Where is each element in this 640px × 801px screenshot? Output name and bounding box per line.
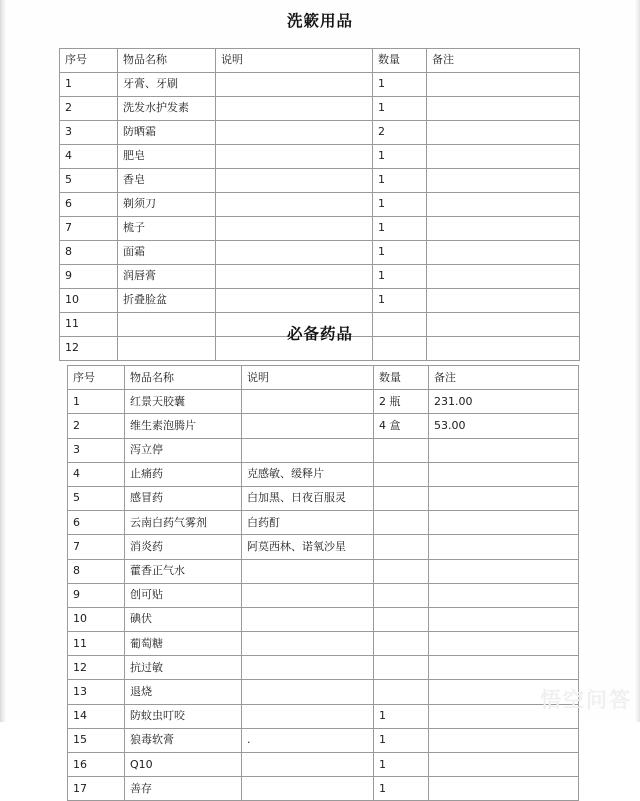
column-header-name: 物品名称 xyxy=(125,366,242,390)
medicine-table-body xyxy=(68,390,579,801)
cell-qty xyxy=(374,486,429,510)
cell-desc xyxy=(216,193,373,217)
medicine-table-head xyxy=(68,366,579,390)
cell-qty: 1 xyxy=(373,73,427,97)
cell-qty: 1 xyxy=(373,241,427,265)
cell-name: 葡萄糖 xyxy=(125,632,242,656)
table-row xyxy=(60,169,580,193)
cell-no: 4 xyxy=(60,145,118,169)
cell-qty xyxy=(374,462,429,486)
table-row xyxy=(68,535,579,559)
medicine-table xyxy=(67,365,579,801)
cell-desc xyxy=(216,217,373,241)
cell-qty: 1 xyxy=(373,289,427,313)
cell-qty: 2 xyxy=(373,121,427,145)
cell-qty xyxy=(374,535,429,559)
cell-no: 1 xyxy=(60,73,118,97)
table-row xyxy=(68,777,579,801)
cell-no: 9 xyxy=(60,265,118,289)
cell-remark xyxy=(429,607,579,631)
toiletries-table-head xyxy=(60,49,580,73)
cell-qty xyxy=(374,632,429,656)
cell-remark xyxy=(427,169,580,193)
cell-desc: 白加黑、日夜百服灵 xyxy=(242,486,374,510)
column-header-remark: 备注 xyxy=(429,366,579,390)
cell-desc xyxy=(242,680,374,704)
cell-qty xyxy=(374,583,429,607)
section-title-medicine: 必备药品 xyxy=(286,325,353,343)
cell-desc xyxy=(216,97,373,121)
cell-no: 12 xyxy=(68,656,125,680)
table-row xyxy=(68,632,579,656)
cell-qty xyxy=(374,680,429,704)
cell-qty: 1 xyxy=(373,265,427,289)
table-row xyxy=(60,265,580,289)
cell-no: 6 xyxy=(60,193,118,217)
cell-remark xyxy=(427,289,580,313)
cell-name: 善存 xyxy=(125,777,242,801)
column-header-no: 序号 xyxy=(60,49,118,73)
table-row xyxy=(68,753,579,777)
cell-no: 1 xyxy=(68,390,125,414)
cell-desc xyxy=(216,241,373,265)
cell-desc xyxy=(242,390,374,414)
cell-name: Q10 xyxy=(125,753,242,777)
cell-no: 12 xyxy=(60,337,118,361)
cell-remark xyxy=(429,583,579,607)
cell-remark xyxy=(429,656,579,680)
cell-qty: 1 xyxy=(374,728,429,752)
table-row xyxy=(68,486,579,510)
cell-name: 退烧 xyxy=(125,680,242,704)
table-row xyxy=(68,656,579,680)
cell-desc xyxy=(242,632,374,656)
cell-qty xyxy=(374,607,429,631)
table-header-row xyxy=(68,366,579,390)
cell-no: 11 xyxy=(60,313,118,337)
cell-no: 6 xyxy=(68,511,125,535)
cell-qty: 1 xyxy=(373,97,427,121)
table-row xyxy=(68,559,579,583)
cell-qty xyxy=(374,656,429,680)
cell-name: 香皂 xyxy=(118,169,216,193)
cell-name: 泻立停 xyxy=(125,438,242,462)
column-header-qty: 数量 xyxy=(373,49,427,73)
cell-no: 17 xyxy=(68,777,125,801)
cell-name: 云南白药气雾剂 xyxy=(125,511,242,535)
table-row xyxy=(60,241,580,265)
table-row xyxy=(60,97,580,121)
cell-remark xyxy=(429,777,579,801)
cell-no: 13 xyxy=(68,680,125,704)
cell-desc: 白药酊 xyxy=(242,511,374,535)
table-row xyxy=(60,145,580,169)
column-header-qty: 数量 xyxy=(374,366,429,390)
cell-name: 藿香正气水 xyxy=(125,559,242,583)
table-row xyxy=(68,438,579,462)
section-title-toiletries: 洗簌用品 xyxy=(286,12,353,30)
table-row xyxy=(68,728,579,752)
cell-desc xyxy=(242,559,374,583)
cell-desc: . xyxy=(242,728,374,752)
cell-name: 防蚊虫叮咬 xyxy=(125,704,242,728)
cell-qty: 1 xyxy=(373,193,427,217)
cell-desc xyxy=(216,121,373,145)
cell-desc xyxy=(242,704,374,728)
cell-remark xyxy=(429,680,579,704)
cell-no: 5 xyxy=(68,486,125,510)
page-edge-right-shadow xyxy=(635,0,640,722)
table-row xyxy=(68,390,579,414)
cell-name: 润唇膏 xyxy=(118,265,216,289)
cell-name: 抗过敏 xyxy=(125,656,242,680)
cell-desc xyxy=(216,169,373,193)
cell-qty: 2 瓶 xyxy=(374,390,429,414)
cell-qty xyxy=(374,438,429,462)
table-row xyxy=(60,193,580,217)
cell-qty: 1 xyxy=(374,777,429,801)
cell-name: 碘伏 xyxy=(125,607,242,631)
toiletries-table-body xyxy=(60,73,580,361)
cell-name: 肥皂 xyxy=(118,145,216,169)
cell-no: 5 xyxy=(60,169,118,193)
watermark: 悟空问答 xyxy=(540,688,632,712)
table-row xyxy=(60,121,580,145)
cell-name: 梳子 xyxy=(118,217,216,241)
cell-remark xyxy=(427,145,580,169)
table-header-row xyxy=(60,49,580,73)
cell-desc xyxy=(242,583,374,607)
cell-remark xyxy=(429,486,579,510)
cell-no: 4 xyxy=(68,462,125,486)
cell-no: 2 xyxy=(60,97,118,121)
cell-no: 2 xyxy=(68,414,125,438)
cell-no: 10 xyxy=(60,289,118,313)
column-header-desc: 说明 xyxy=(216,49,373,73)
table-row xyxy=(60,217,580,241)
cell-remark: 53.00 xyxy=(429,414,579,438)
cell-no: 8 xyxy=(60,241,118,265)
cell-remark xyxy=(427,241,580,265)
cell-qty xyxy=(374,559,429,583)
table-row xyxy=(60,289,580,313)
cell-no: 8 xyxy=(68,559,125,583)
cell-name: 洗发水护发素 xyxy=(118,97,216,121)
table-row xyxy=(60,73,580,97)
cell-remark xyxy=(427,193,580,217)
cell-qty: 1 xyxy=(374,704,429,728)
cell-name: 面霜 xyxy=(118,241,216,265)
cell-remark: 231.00 xyxy=(429,390,579,414)
cell-desc xyxy=(216,265,373,289)
cell-name: 防晒霜 xyxy=(118,121,216,145)
page-edge-left-shadow xyxy=(0,0,6,722)
table-row xyxy=(68,607,579,631)
cell-name: 狼毒软膏 xyxy=(125,728,242,752)
cell-no: 7 xyxy=(68,535,125,559)
cell-remark xyxy=(427,121,580,145)
cell-desc: 克感敏、缓释片 xyxy=(242,462,374,486)
cell-desc xyxy=(242,414,374,438)
cell-remark xyxy=(427,265,580,289)
cell-no: 9 xyxy=(68,583,125,607)
cell-no: 3 xyxy=(68,438,125,462)
cell-remark xyxy=(429,753,579,777)
column-header-desc: 说明 xyxy=(242,366,374,390)
cell-remark xyxy=(429,535,579,559)
cell-desc xyxy=(242,438,374,462)
cell-name: 止痛药 xyxy=(125,462,242,486)
cell-no: 15 xyxy=(68,728,125,752)
cell-qty xyxy=(374,511,429,535)
cell-name: 红景天胶囊 xyxy=(125,390,242,414)
cell-name: 牙膏、牙刷 xyxy=(118,73,216,97)
cell-desc xyxy=(216,289,373,313)
cell-remark xyxy=(427,97,580,121)
column-header-no: 序号 xyxy=(68,366,125,390)
table-row xyxy=(68,414,579,438)
cell-qty: 1 xyxy=(373,169,427,193)
cell-qty: 1 xyxy=(374,753,429,777)
cell-desc xyxy=(242,777,374,801)
cell-qty: 1 xyxy=(373,145,427,169)
column-header-name: 物品名称 xyxy=(118,49,216,73)
cell-name: 感冒药 xyxy=(125,486,242,510)
cell-no: 11 xyxy=(68,632,125,656)
cell-no: 3 xyxy=(60,121,118,145)
cell-desc xyxy=(242,753,374,777)
cell-remark xyxy=(429,728,579,752)
cell-desc: 阿莫西林、诺氧沙星 xyxy=(242,535,374,559)
cell-name: 创可贴 xyxy=(125,583,242,607)
cell-remark xyxy=(429,462,579,486)
cell-remark xyxy=(429,559,579,583)
cell-remark xyxy=(429,511,579,535)
cell-remark xyxy=(429,704,579,728)
cell-desc xyxy=(216,73,373,97)
cell-desc xyxy=(216,145,373,169)
cell-no: 14 xyxy=(68,704,125,728)
cell-desc xyxy=(242,656,374,680)
cell-name: 消炎药 xyxy=(125,535,242,559)
table-row xyxy=(68,680,579,704)
table-row xyxy=(68,583,579,607)
cell-qty: 1 xyxy=(373,217,427,241)
cell-remark xyxy=(429,438,579,462)
table-row xyxy=(68,462,579,486)
cell-no: 7 xyxy=(60,217,118,241)
toiletries-table xyxy=(59,48,580,361)
cell-name: 剃须刀 xyxy=(118,193,216,217)
cell-name: 折叠脸盆 xyxy=(118,289,216,313)
cell-desc xyxy=(242,607,374,631)
table-row xyxy=(68,704,579,728)
cell-no: 10 xyxy=(68,607,125,631)
cell-no: 16 xyxy=(68,753,125,777)
table-row xyxy=(68,511,579,535)
cell-qty: 4 盒 xyxy=(374,414,429,438)
cell-name: 维生素泡腾片 xyxy=(125,414,242,438)
cell-remark xyxy=(427,217,580,241)
cell-remark xyxy=(427,73,580,97)
cell-remark xyxy=(429,632,579,656)
column-header-remark: 备注 xyxy=(427,49,580,73)
